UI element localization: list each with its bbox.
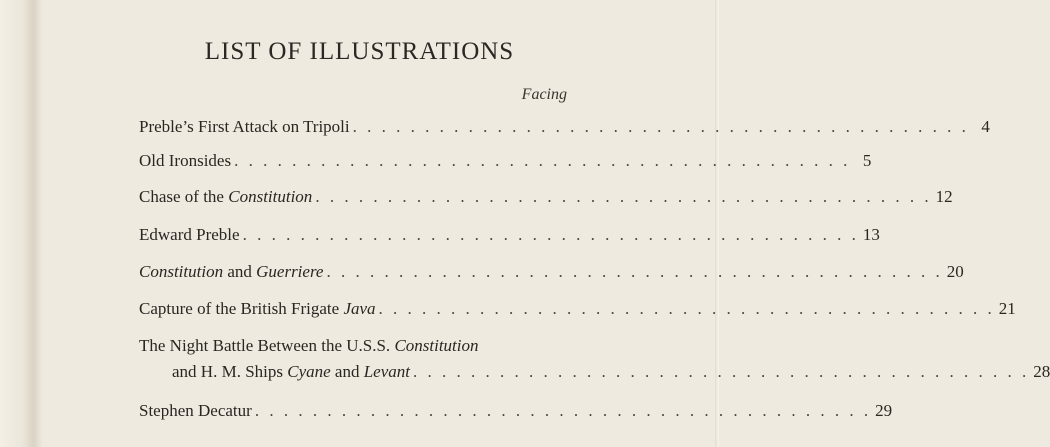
page-title: LIST OF ILLUSTRATIONS [204, 38, 515, 65]
entry-title-text: and [330, 362, 364, 381]
page-number: 13 [862, 225, 880, 244]
toc-entry [139, 400, 893, 422]
entry-title: Stephen Decatur [139, 401, 252, 420]
entry-title: Preble’s First Attack on Tripoli [139, 117, 350, 136]
book-gutter-shadow [0, 0, 42, 447]
entry-title-italic: Constitution [394, 336, 479, 355]
toc-entry [139, 261, 964, 283]
toc-entry [139, 186, 953, 208]
page-number: 5 [862, 151, 872, 170]
entry-title-italic: Cyane [287, 362, 331, 381]
page-number: 4 [981, 117, 990, 136]
dot-leader: . . . . . . . . . . . . . . . . . . . . . . . . . . . . . . . . . . . . . . . . . . . [352, 117, 969, 136]
page-number: 29 [875, 401, 893, 420]
entry-title-text: and [223, 262, 257, 281]
toc-entry [139, 224, 880, 246]
entry-title-text: The Night Battle Between the U.S.S. [139, 336, 395, 355]
toc-entry [139, 335, 1050, 383]
toc-entry [139, 150, 872, 172]
dot-leader: . . . . . . . . . . . . . . . . . . . . . . . . . . . . . . . . . . . . . . . . . . . [234, 151, 851, 170]
dot-leader: . . . . . . . . . . . . . . . . . . . . . . . . . . . . . . . . . . . . . . . . . . . [242, 225, 859, 244]
entry-title-italic: Levant [363, 362, 410, 381]
toc-entry [139, 116, 990, 138]
entry-title-italic: Constitution [228, 187, 313, 206]
page-number: 21 [998, 299, 1016, 318]
entry-title-italic: Java [343, 299, 376, 318]
toc-entry [139, 298, 1016, 320]
facing-column-header: Facing [521, 86, 567, 103]
entry-title: Edward Preble [139, 225, 240, 244]
entry-title-text: Chase of the [139, 187, 229, 206]
page-number: 28 [1033, 362, 1050, 381]
entry-title-italic: Guerriere [256, 262, 324, 281]
entry-title [139, 261, 323, 283]
entry-title-text: and H. M. Ships [172, 362, 288, 381]
entry-title-text: Capture of the British Frigate [139, 299, 344, 318]
entry-title [139, 186, 312, 208]
dot-leader: . . . . . . . . . . . . . . . . . . . . . . . . . . . . . . . . . . . . . . . . . . . [378, 299, 995, 318]
dot-leader: . . . . . . . . . . . . . . . . . . . . . . . . . . . . . . . . . . . . . . . . . . . [315, 187, 932, 206]
dot-leader: . . . . . . . . . . . . . . . . . . . . . . . . . . . . . . . . . . . . . . . . . . . [413, 362, 1030, 381]
entry-title-italic: Constitution [139, 262, 224, 281]
entry-title: Old Ironsides [139, 151, 232, 170]
page-number: 20 [946, 262, 964, 281]
dot-leader: . . . . . . . . . . . . . . . . . . . . . . . . . . . . . . . . . . . . . . . . . . . [254, 401, 872, 420]
entry-title [139, 298, 376, 320]
entry-title-line1 [139, 335, 570, 357]
page-number: 12 [935, 187, 953, 206]
entry-title-line2 [172, 361, 410, 383]
dot-leader: . . . . . . . . . . . . . . . . . . . . . . . . . . . . . . . . . . . . . . . . . . . [326, 262, 943, 281]
